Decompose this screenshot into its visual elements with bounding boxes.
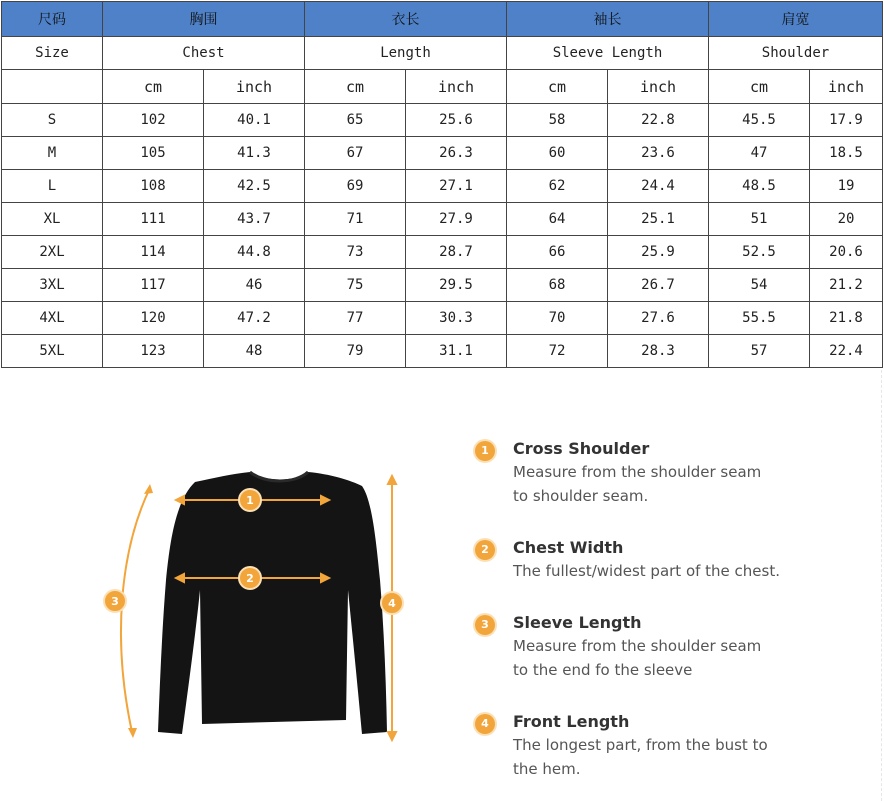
- measurement-cell: 31.1: [406, 335, 507, 368]
- measurement-cell: 20.6: [810, 236, 883, 269]
- measurement-cell: 66: [507, 236, 608, 269]
- measurement-cell: 64: [507, 203, 608, 236]
- table-row: [2, 269, 883, 302]
- measurement-cell: 25.9: [608, 236, 709, 269]
- measurement-cell: 21.2: [810, 269, 883, 302]
- measurement-cell: 46: [204, 269, 305, 302]
- legend-title: Sleeve Length: [513, 613, 642, 632]
- shirt-illustration: [100, 460, 440, 760]
- measurement-cell: 120: [103, 302, 204, 335]
- measurement-cell: 48.5: [709, 170, 810, 203]
- measurement-cell: 48: [204, 335, 305, 368]
- size-label-cell: 5XL: [2, 335, 103, 368]
- measurement-cell: 25.1: [608, 203, 709, 236]
- legend-title: Cross Shoulder: [513, 439, 650, 458]
- measurement-cell: 58: [507, 104, 608, 137]
- number-badge-icon: 1: [475, 441, 495, 461]
- measurement-cell: 75: [305, 269, 406, 302]
- measurement-cell: 102: [103, 104, 204, 137]
- measurement-cell: 18.5: [810, 137, 883, 170]
- marker-1: 1: [246, 494, 254, 507]
- size-label-cell: 4XL: [2, 302, 103, 335]
- marker-2: 2: [246, 572, 254, 585]
- marker-3: 3: [111, 595, 119, 608]
- measurement-cell: 29.5: [406, 269, 507, 302]
- measurement-cell: 47: [709, 137, 810, 170]
- measurement-cell: 27.1: [406, 170, 507, 203]
- measurement-cell: 23.6: [608, 137, 709, 170]
- measurement-cell: 28.7: [406, 236, 507, 269]
- header-cn-length: 衣长: [305, 2, 507, 37]
- measurement-cell: 42.5: [204, 170, 305, 203]
- measurement-cell: 20: [810, 203, 883, 236]
- measurement-cell: 17.9: [810, 104, 883, 137]
- header-cn-sleeve: 袖长: [507, 2, 709, 37]
- page-edge-guide: [881, 370, 882, 801]
- measurement-cell: 68: [507, 269, 608, 302]
- measurement-cell: 27.6: [608, 302, 709, 335]
- header-row-english: [2, 37, 883, 70]
- number-badge-icon: 2: [475, 540, 495, 560]
- size-label-cell: 2XL: [2, 236, 103, 269]
- measurement-cell: 28.3: [608, 335, 709, 368]
- unit-cell: inch: [810, 70, 883, 104]
- measurement-cell: 52.5: [709, 236, 810, 269]
- unit-cell: cm: [103, 70, 204, 104]
- unit-cell: inch: [204, 70, 305, 104]
- measurement-cell: 44.8: [204, 236, 305, 269]
- measurement-cell: 45.5: [709, 104, 810, 137]
- measurement-cell: 21.8: [810, 302, 883, 335]
- unit-cell: cm: [305, 70, 406, 104]
- legend-title: Front Length: [513, 712, 630, 731]
- measurement-cell: 57: [709, 335, 810, 368]
- size-chart-table: [1, 1, 883, 368]
- measurement-cell: 47.2: [204, 302, 305, 335]
- measurement-cell: 26.3: [406, 137, 507, 170]
- header-en-length: Length: [305, 37, 507, 70]
- measurement-cell: 105: [103, 137, 204, 170]
- table-row: [2, 236, 883, 269]
- measurement-cell: 43.7: [204, 203, 305, 236]
- measurement-cell: 123: [103, 335, 204, 368]
- measurement-cell: 73: [305, 236, 406, 269]
- measurement-cell: 19: [810, 170, 883, 203]
- table-row: [2, 203, 883, 236]
- header-cn-shoulder: 肩宽: [709, 2, 883, 37]
- measurement-cell: 71: [305, 203, 406, 236]
- table-row: [2, 302, 883, 335]
- legend-desc-line: The longest part, from the bust to: [513, 736, 768, 754]
- measurement-cell: 30.3: [406, 302, 507, 335]
- measurement-cell: 26.7: [608, 269, 709, 302]
- measurement-cell: 41.3: [204, 137, 305, 170]
- measurement-cell: 40.1: [204, 104, 305, 137]
- legend-desc-line: The fullest/widest part of the chest.: [513, 562, 781, 580]
- header-en-sleeve: Sleeve Length: [507, 37, 709, 70]
- measurement-cell: 60: [507, 137, 608, 170]
- unit-cell: [2, 70, 103, 104]
- measurement-cell: 51: [709, 203, 810, 236]
- header-en-shoulder: Shoulder: [709, 37, 883, 70]
- header-en-size: Size: [2, 37, 103, 70]
- measurement-cell: 27.9: [406, 203, 507, 236]
- measurement-cell: 65: [305, 104, 406, 137]
- measurement-cell: 117: [103, 269, 204, 302]
- header-cn-chest: 胸围: [103, 2, 305, 37]
- measurement-cell: 67: [305, 137, 406, 170]
- size-label-cell: 3XL: [2, 269, 103, 302]
- measurement-cell: 62: [507, 170, 608, 203]
- measurement-cell: 114: [103, 236, 204, 269]
- measurement-cell: 77: [305, 302, 406, 335]
- measurement-cell: 22.8: [608, 104, 709, 137]
- legend-desc-line: the hem.: [513, 760, 581, 778]
- header-row-chinese: [2, 2, 883, 37]
- table-row: [2, 170, 883, 203]
- number-badge-icon: 3: [475, 615, 495, 635]
- table-row: [2, 335, 883, 368]
- legend-title: Chest Width: [513, 538, 624, 557]
- unit-cell: cm: [709, 70, 810, 104]
- size-label-cell: L: [2, 170, 103, 203]
- header-en-chest: Chest: [103, 37, 305, 70]
- measurement-cell: 54: [709, 269, 810, 302]
- measurement-cell: 24.4: [608, 170, 709, 203]
- size-label-cell: S: [2, 104, 103, 137]
- measurement-cell: 55.5: [709, 302, 810, 335]
- size-label-cell: XL: [2, 203, 103, 236]
- measurement-cell: 22.4: [810, 335, 883, 368]
- number-badge-icon: 4: [475, 714, 495, 734]
- unit-cell: inch: [406, 70, 507, 104]
- marker-4: 4: [388, 597, 396, 610]
- table-row: [2, 104, 883, 137]
- legend-desc-line: to the end fo the sleeve: [513, 661, 693, 679]
- legend-desc-line: Measure from the shoulder seam: [513, 637, 762, 655]
- legend-desc-line: to shoulder seam.: [513, 487, 649, 505]
- legend-desc-line: Measure from the shoulder seam: [513, 463, 762, 481]
- measurement-cell: 72: [507, 335, 608, 368]
- unit-cell: inch: [608, 70, 709, 104]
- header-cn-size: 尺码: [2, 2, 103, 37]
- size-rows: [2, 104, 883, 368]
- size-label-cell: M: [2, 137, 103, 170]
- measurement-cell: 111: [103, 203, 204, 236]
- table-row: [2, 137, 883, 170]
- unit-cell: cm: [507, 70, 608, 104]
- shirt-shape: [158, 472, 387, 734]
- measurement-cell: 69: [305, 170, 406, 203]
- measurement-cell: 25.6: [406, 104, 507, 137]
- measurement-cell: 79: [305, 335, 406, 368]
- header-row-units: [2, 70, 883, 104]
- measurement-cell: 108: [103, 170, 204, 203]
- measurement-cell: 70: [507, 302, 608, 335]
